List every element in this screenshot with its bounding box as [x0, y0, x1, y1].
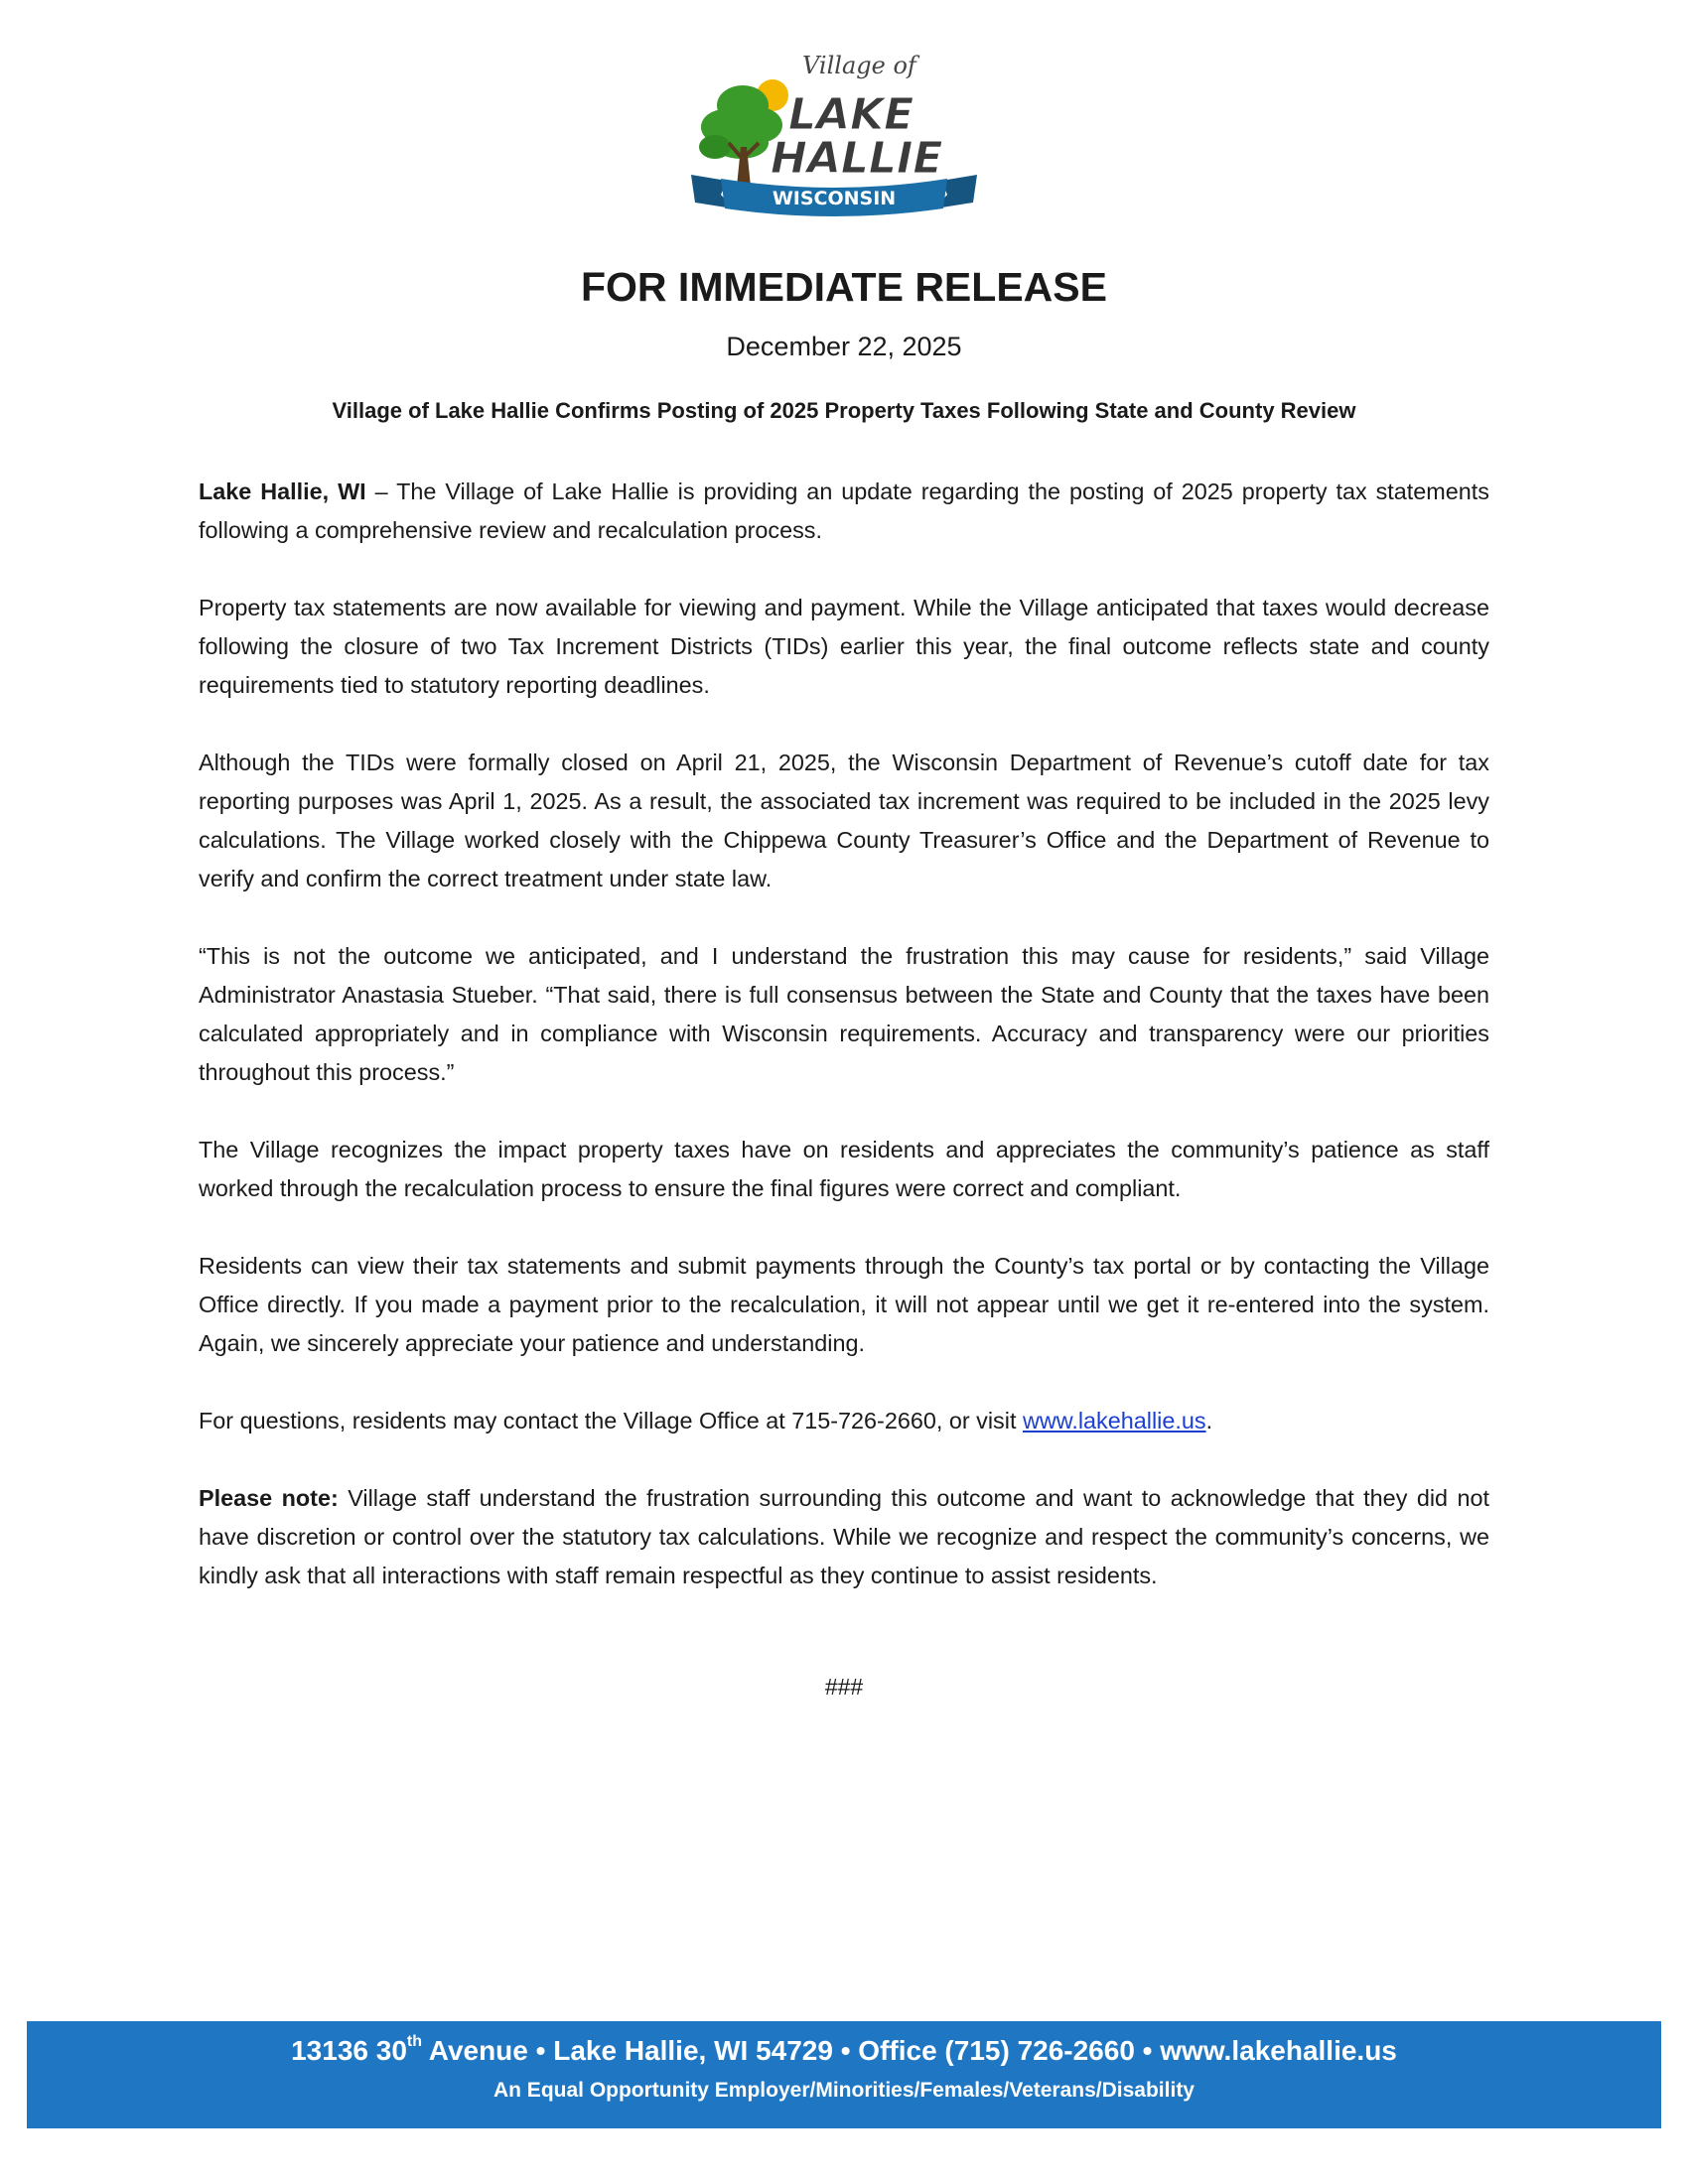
- end-mark: ###: [824, 1674, 864, 1700]
- paragraph-intro: Lake Hallie, WI – The Village of Lake Hallie is providing an update regarding the posting of 2025 property tax statements following a comprehensive review and recalculation process.: [199, 478, 1489, 543]
- press-release-body: [199, 473, 1489, 1634]
- village-logo: [685, 48, 983, 216]
- footer-address: 13136 30th Avenue • Lake Hallie, WI 54729 • Office (715) 726-2660 • www.lakehallie.us: [291, 2033, 1397, 2066]
- dateline: Lake Hallie, WI: [199, 478, 366, 504]
- logo-banner-text: WISCONSIN: [772, 188, 897, 209]
- release-date: December 22, 2025: [726, 332, 962, 361]
- footer-equal-opportunity: An Equal Opportunity Employer/Minorities/Females/Veterans/Disability: [492, 2079, 1195, 2102]
- release-title: FOR IMMEDIATE RELEASE: [581, 264, 1107, 310]
- headline: Village of Lake Hallie Confirms Posting of 2025 Property Taxes Following State and County Review: [332, 398, 1356, 423]
- website-link[interactable]: www.lakehallie.us: [1022, 1408, 1206, 1433]
- paragraph-administrator-quote: “This is not the outcome we anticipated, and I understand the frustration this may cause for residents,” said Village Administrator Anastasia Stueber. “That said, there is full consensus between the State and County that the taxes have been calculated appropriately and in compliance with Wisconsin requirements. Accuracy and transparency were our priorities throughout this process.”: [199, 943, 1489, 1085]
- paragraph-recognition: The Village recognizes the impact property taxes have on residents and appreciates the community’s patience as staff worked through the recalculation process to ensure the final figures were correct and compliant.: [199, 1137, 1489, 1201]
- please-note-label: Please note:: [199, 1485, 339, 1511]
- logo-hallie: HALLIE: [771, 133, 943, 184]
- paragraph-please-note: Please note: Village staff understand the frustration surrounding this outcome and want to acknowledge that they did not have discretion or control over the statutory tax calculations. While we recognize and respect the community’s concerns, we kindly ask that all interactions with staff remain respectful as they continue to assist residents.: [199, 1485, 1489, 1588]
- paragraph-statements: Property tax statements are now available for viewing and payment. While the Village anticipated that taxes would decrease following the closure of two Tax Increment Districts (TIDs) earlier this year, the final outcome reflects state and county requirements tied to statutory reporting deadlines.: [199, 595, 1489, 698]
- logo-script: Village of: [802, 52, 916, 79]
- footer-bar: [27, 2021, 1661, 2128]
- paragraph-payments: Residents can view their tax statements and submit payments through the County’s tax portal or by contacting the Village Office directly. If you made a payment prior to the recalculation, it will not appear until we get it re-entered into the system. Again, we sincerely appreciate your patience and understanding.: [199, 1253, 1489, 1356]
- paragraph-contact: For questions, residents may contact the Village Office at 715-726-2660, or visit www.lakehallie.us.: [199, 1408, 1213, 1433]
- paragraph-tid-closure: Although the TIDs were formally closed on April 21, 2025, the Wisconsin Department of Revenue’s cutoff date for tax reporting purposes was April 1, 2025. As a result, the associated tax increment was required to be included in the 2025 levy calculations. The Village worked closely with the Chippewa County Treasurer’s Office and the Department of Revenue to verify and confirm the correct treatment under state law.: [199, 750, 1489, 891]
- logo-lake: LAKE: [788, 89, 914, 140]
